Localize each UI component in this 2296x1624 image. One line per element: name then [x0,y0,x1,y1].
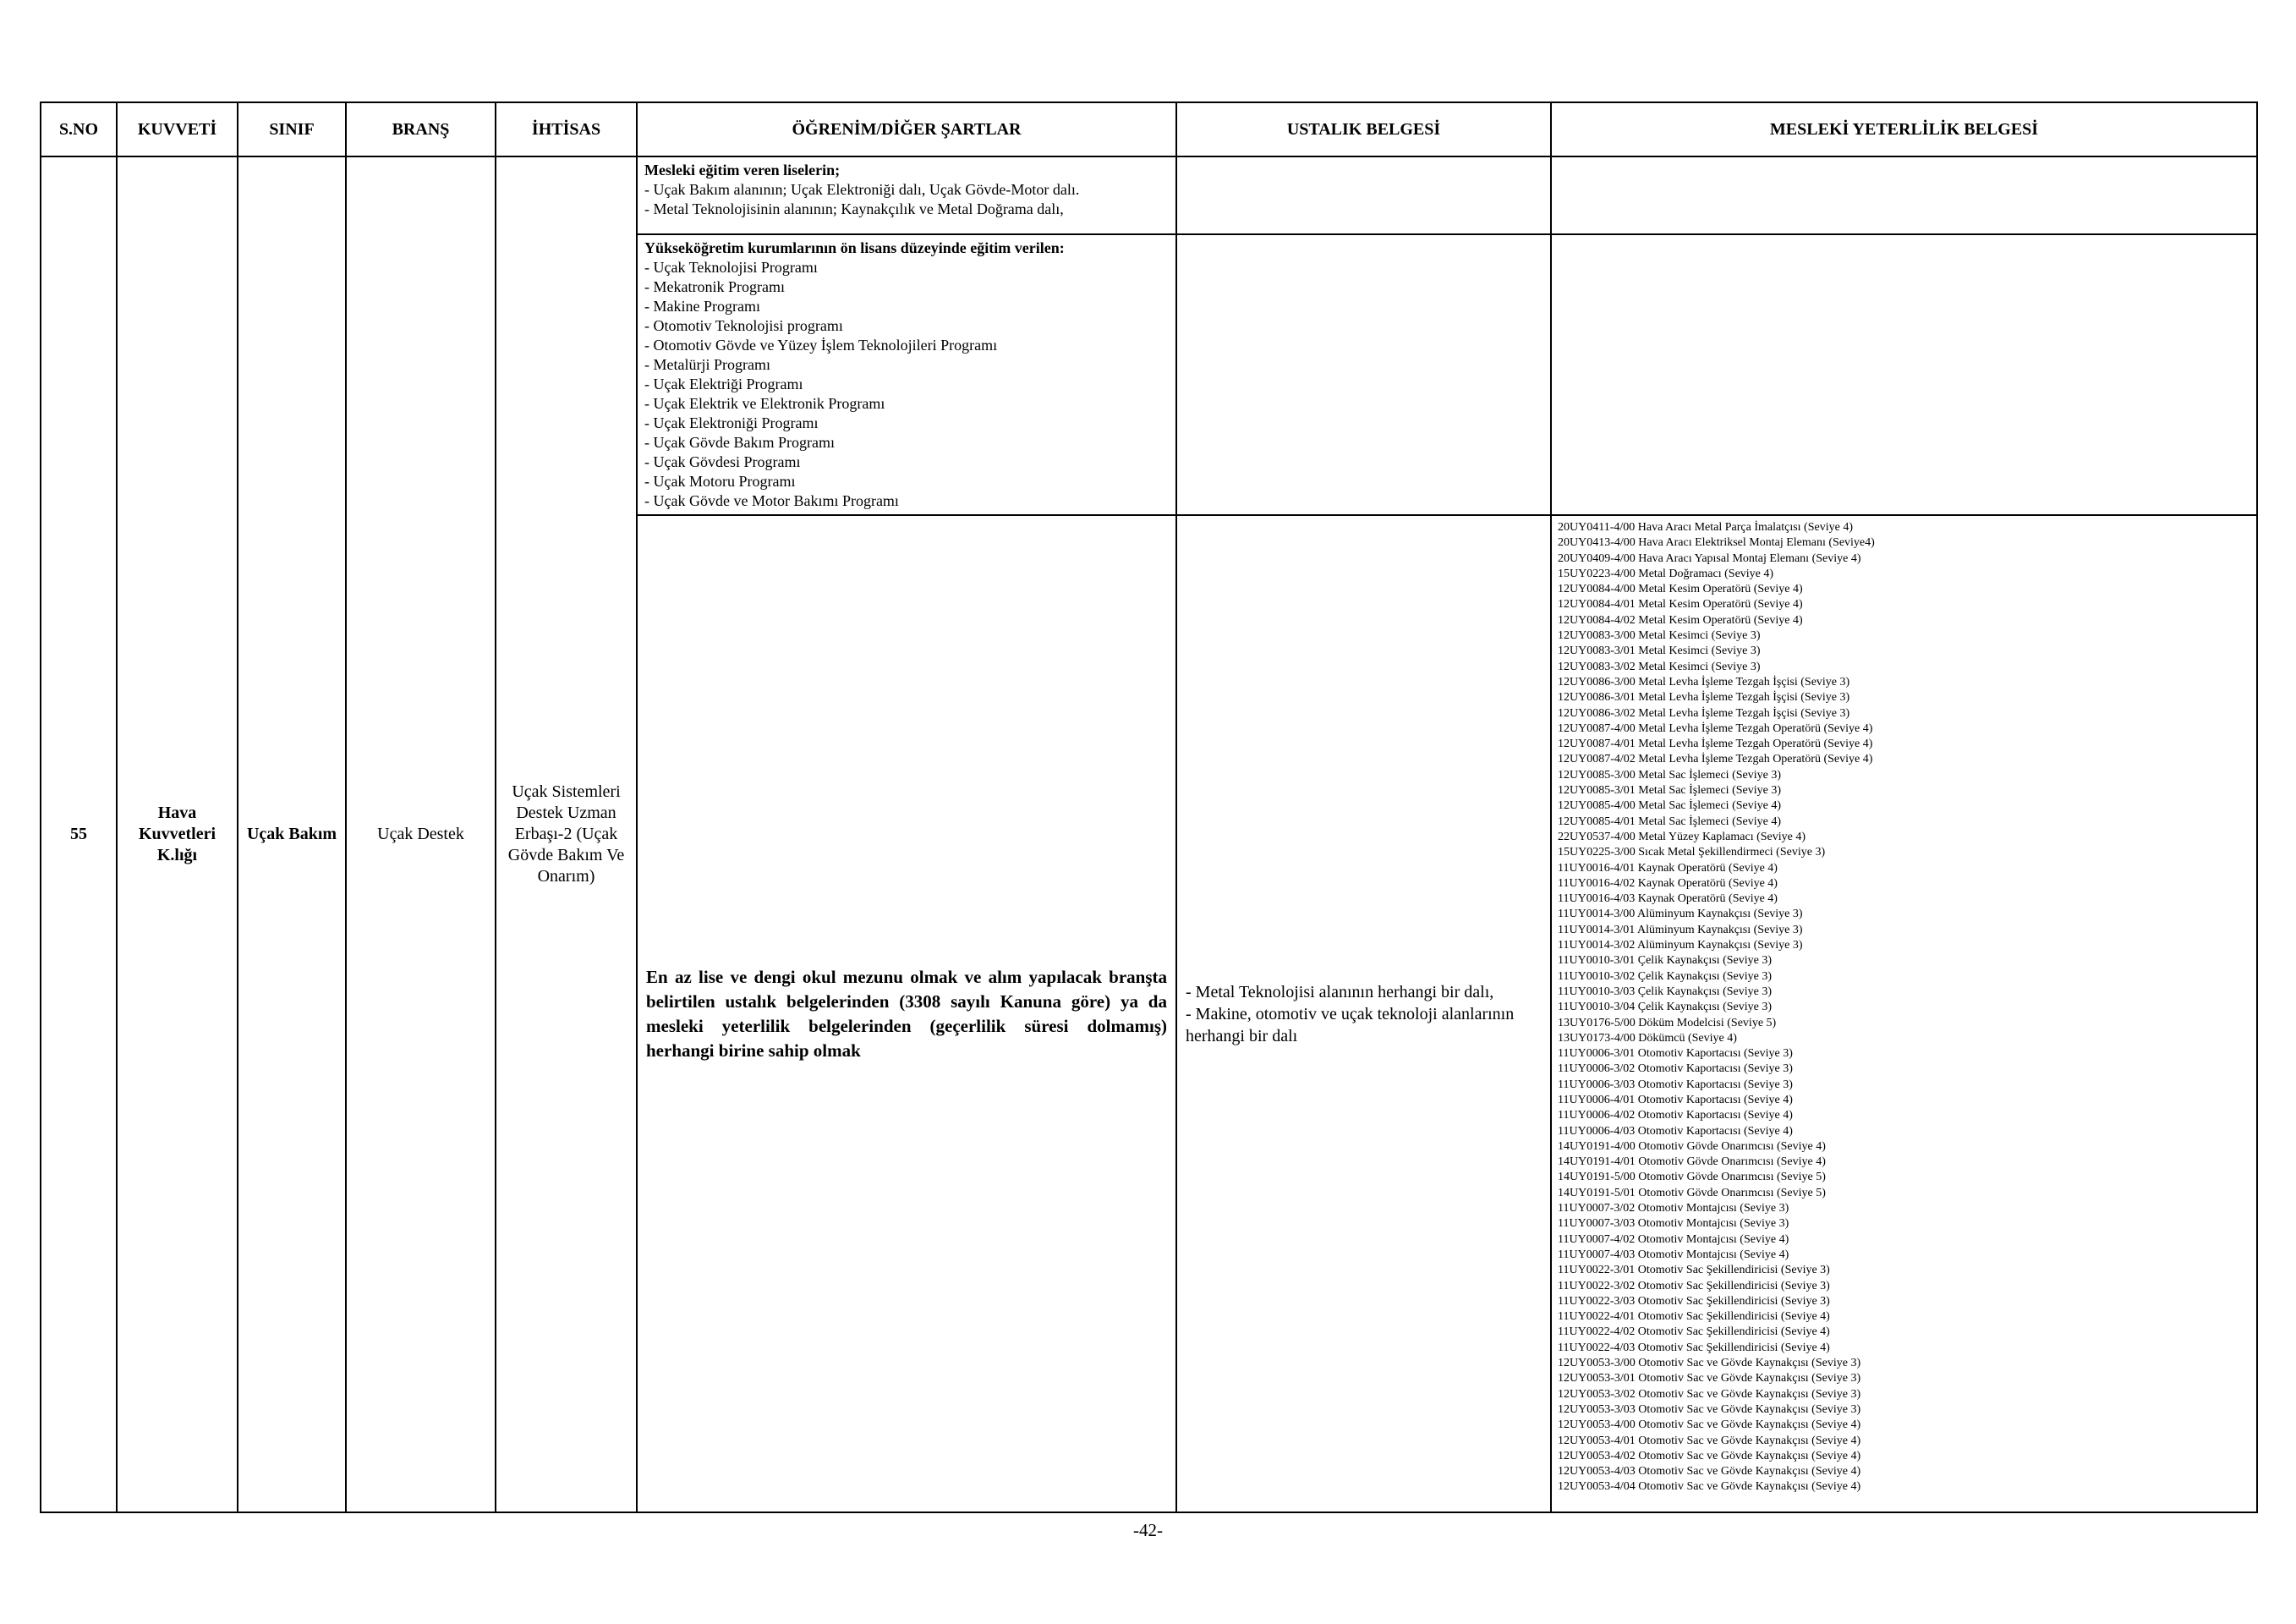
ogrenim-onlisans-list [644,258,1169,511]
ogrenim-onlisans-item: - Uçak Elektroniği Programı [644,414,819,431]
mesleki-cert-item: 11UY0006-3/03 Otomotiv Kaportacısı (Seviye 3) [1558,1078,1793,1091]
mesleki-cert-item: 12UY0087-4/02 Metal Levha İşleme Tezgah Operatörü (Seviye 4) [1558,753,1873,766]
mesleki-cert-item: 11UY0006-4/01 Otomotiv Kaportacısı (Seviye 4) [1558,1093,1793,1106]
cell-ogrenim-sartlar [637,515,1176,1512]
col-header-sno: S.NO [41,102,117,156]
ogrenim-onlisans-item: - Uçak Gövde ve Motor Bakımı Programı [644,492,899,509]
mesleki-cert-item: 12UY0085-3/01 Metal Sac İşlemeci (Seviye 3) [1558,784,1781,798]
mesleki-cert-item: 20UY0411-4/00 Hava Aracı Metal Parça İmalatçısı (Seviye 4) [1558,521,1853,534]
mesleki-cert-item: 12UY0085-4/01 Metal Sac İşlemeci (Seviye 4) [1558,815,1781,828]
ogrenim-onlisans-item: - Uçak Motoru Programı [644,473,796,490]
ogrenim-sartlar-paragraph: En az lise ve dengi okul mezunu olmak ve alım yapılacak branşta belirtilen ustalık belgelerinden (3308 sayılı Kanuna göre) ya da mesleki yeterlilik belgelerinden (geçerlilik süresi dolmamış) herhangi birine sahip olmak [646,966,1167,1061]
ogrenim-onlisans-item: - Metalürji Programı [644,356,770,373]
mesleki-cert-item: 11UY0006-3/02 Otomotiv Kaportacısı (Seviye 3) [1558,1062,1793,1076]
mesleki-cert-item: 15UY0225-3/00 Sıcak Metal Şekillendirmeci (Seviye 3) [1558,846,1826,859]
ogrenim-onlisans-item: - Uçak Gövdesi Programı [644,453,801,470]
mesleki-cert-item: 11UY0007-3/03 Otomotiv Montajcısı (Seviye 3) [1558,1217,1789,1231]
mesleki-cert-item: 15UY0223-4/00 Metal Doğramacı (Seviye 4) [1558,567,1774,580]
mesleki-cert-item: 11UY0010-3/01 Çelik Kaynakçısı (Seviye 3) [1558,954,1772,968]
ustalik-item: - Makine, otomotiv ve uçak teknoloji alanlarının herhangi bir dalı [1186,1004,1515,1045]
mesleki-cert-item: 11UY0007-4/03 Otomotiv Montajcısı (Seviye 4) [1558,1248,1789,1261]
mesleki-cert-item: 12UY0086-3/00 Metal Levha İşleme Tezgah İşçisi (Seviye 3) [1558,675,1850,689]
mesleki-cert-item: 11UY0022-4/01 Otomotiv Sac Şekillendiricisi (Seviye 4) [1558,1310,1830,1324]
ogrenim-liseler-title: Mesleki eğitim veren liselerin; [644,162,841,178]
mesleki-cert-list [1558,520,2250,1495]
ogrenim-onlisans-item: - Makine Programı [644,298,760,315]
mesleki-cert-item: 12UY0053-3/01 Otomotiv Sac ve Gövde Kaynakçısı (Seviye 3) [1558,1372,1861,1385]
mesleki-cert-item: 12UY0086-3/01 Metal Levha İşleme Tezgah İşçisi (Seviye 3) [1558,691,1850,705]
ogrenim-liseler-item: - Uçak Bakım alanının; Uçak Elektroniği dalı, Uçak Gövde-Motor dalı. [644,181,1080,198]
col-header-sinif: SINIF [238,102,346,156]
mesleki-cert-item: 12UY0083-3/02 Metal Kesimci (Seviye 3) [1558,660,1761,673]
cell-ustalik-empty-2 [1176,234,1551,515]
mesleki-cert-item: 12UY0083-3/01 Metal Kesimci (Seviye 3) [1558,645,1761,658]
mesleki-cert-item: 12UY0086-3/02 Metal Levha İşleme Tezgah İşçisi (Seviye 3) [1558,706,1850,720]
mesleki-cert-item: 11UY0022-4/03 Otomotiv Sac Şekillendiricisi (Seviye 4) [1558,1341,1830,1354]
mesleki-cert-item: 11UY0010-3/02 Çelik Kaynakçısı (Seviye 3) [1558,969,1772,983]
mesleki-cert-item: 12UY0053-4/03 Otomotiv Sac ve Gövde Kaynakçısı (Seviye 4) [1558,1465,1861,1479]
cell-mesleki-belgeleri [1551,515,2257,1512]
mesleki-cert-item: 12UY0053-4/02 Otomotiv Sac ve Gövde Kaynakçısı (Seviye 4) [1558,1449,1861,1462]
cell-mesleki-empty-1 [1551,156,2257,234]
mesleki-cert-item: 14UY0191-4/00 Otomotiv Gövde Onarımcısı (Seviye 4) [1558,1139,1826,1153]
mesleki-cert-item: 12UY0053-4/01 Otomotiv Sac ve Gövde Kaynakçısı (Seviye 4) [1558,1434,1861,1447]
col-header-ogrenim: ÖĞRENİM/DİĞER ŞARTLAR [637,102,1176,156]
mesleki-cert-item: 11UY0022-3/03 Otomotiv Sac Şekillendiricisi (Seviye 3) [1558,1294,1830,1308]
cell-ihtisas: Uçak Sistemleri Destek Uzman Erbaşı-2 (Uçak Gövde Bakım Ve Onarım) [496,156,637,1512]
mesleki-cert-item: 11UY0014-3/02 Alüminyum Kaynakçısı (Seviye 3) [1558,939,1803,952]
mesleki-cert-item: 12UY0085-4/00 Metal Sac İşlemeci (Seviye 4) [1558,799,1781,813]
col-header-brans: BRANŞ [346,102,496,156]
mesleki-cert-item: 20UY0409-4/00 Hava Aracı Yapısal Montaj Elemanı (Seviye 4) [1558,551,1861,565]
mesleki-cert-item: 11UY0016-4/03 Kaynak Operatörü (Seviye 4) [1558,892,1778,906]
mesleki-cert-item: 12UY0083-3/00 Metal Kesimci (Seviye 3) [1558,629,1761,643]
mesleki-cert-item: 20UY0413-4/00 Hava Aracı Elektriksel Montaj Elemanı (Seviye4) [1558,536,1875,550]
mesleki-cert-item: 12UY0084-4/01 Metal Kesim Operatörü (Seviye 4) [1558,598,1803,612]
mesleki-cert-item: 12UY0085-3/00 Metal Sac İşlemeci (Seviye 3) [1558,768,1781,782]
mesleki-cert-item: 11UY0016-4/01 Kaynak Operatörü (Seviye 4) [1558,861,1778,875]
cell-ustalik-empty-1 [1176,156,1551,234]
ogrenim-onlisans-item: - Otomotiv Teknolojisi programı [644,317,843,334]
mesleki-cert-item: 11UY0006-4/03 Otomotiv Kaportacısı (Seviye 4) [1558,1124,1793,1138]
ogrenim-onlisans-item: - Uçak Teknolojisi Programı [644,259,818,276]
mesleki-cert-item: 11UY0022-3/02 Otomotiv Sac Şekillendiricisi (Seviye 3) [1558,1279,1830,1292]
mesleki-cert-item: 12UY0053-4/00 Otomotiv Sac ve Gövde Kaynakçısı (Seviye 4) [1558,1418,1861,1432]
cell-mesleki-empty-2 [1551,234,2257,515]
mesleki-cert-item: 13UY0176-5/00 Döküm Modelcisi (Seviye 5) [1558,1016,1777,1029]
ogrenim-onlisans-item: - Mekatronik Programı [644,278,785,295]
mesleki-cert-item: 14UY0191-5/01 Otomotiv Gövde Onarımcısı (Seviye 5) [1558,1186,1826,1199]
mesleki-cert-item: 11UY0007-3/02 Otomotiv Montajcısı (Seviye 3) [1558,1202,1789,1215]
col-header-ustalik: USTALIK BELGESİ [1176,102,1551,156]
mesleki-cert-item: 11UY0022-3/01 Otomotiv Sac Şekillendiricisi (Seviye 3) [1558,1264,1830,1277]
mesleki-cert-item: 11UY0010-3/04 Çelik Kaynakçısı (Seviye 3) [1558,1001,1772,1014]
ogrenim-liseler-item: - Metal Teknolojisinin alanının; Kaynakçılık ve Metal Doğrama dalı, [644,200,1064,217]
mesleki-cert-item: 12UY0053-4/04 Otomotiv Sac ve Gövde Kaynakçısı (Seviye 4) [1558,1480,1861,1494]
mesleki-cert-item: 11UY0014-3/01 Alüminyum Kaynakçısı (Seviye 3) [1558,923,1803,936]
cell-sno: 55 [41,156,117,1512]
recruitment-table [40,102,2258,1513]
ogrenim-onlisans-title: Yükseköğretim kurumlarının ön lisans düzeyinde eğitim verilen: [644,239,1065,256]
mesleki-cert-item: 14UY0191-4/01 Otomotiv Gövde Onarımcısı (Seviye 4) [1558,1155,1826,1169]
ogrenim-onlisans-item: - Uçak Elektrik ve Elektronik Programı [644,395,885,412]
mesleki-cert-item: 12UY0053-3/03 Otomotiv Sac ve Gövde Kaynakçısı (Seviye 3) [1558,1402,1861,1416]
mesleki-cert-item: 11UY0007-4/02 Otomotiv Montajcısı (Seviye 4) [1558,1232,1789,1246]
mesleki-cert-item: 11UY0014-3/00 Alüminyum Kaynakçısı (Seviye 3) [1558,908,1803,921]
col-header-kuvveti: KUVVETİ [117,102,238,156]
ustalik-list [1186,981,1542,1047]
mesleki-cert-item: 12UY0084-4/02 Metal Kesim Operatörü (Seviye 4) [1558,613,1803,627]
ogrenim-liseler-list [644,180,1169,219]
ustalik-item: - Metal Teknolojisi alanının herhangi bir dalı, [1186,982,1494,1001]
mesleki-cert-item: 11UY0006-4/02 Otomotiv Kaportacısı (Seviye 4) [1558,1109,1793,1122]
mesleki-cert-item: 13UY0173-4/00 Dökümcü (Seviye 4) [1558,1031,1737,1045]
mesleki-cert-item: 12UY0084-4/00 Metal Kesim Operatörü (Seviye 4) [1558,583,1803,596]
col-header-ihtisas: İHTİSAS [496,102,637,156]
ogrenim-onlisans-item: - Otomotiv Gövde ve Yüzey İşlem Teknolojileri Programı [644,337,998,354]
ogrenim-onlisans-item: - Uçak Gövde Bakım Programı [644,434,835,451]
mesleki-cert-item: 12UY0053-3/02 Otomotiv Sac ve Gövde Kaynakçısı (Seviye 3) [1558,1387,1861,1401]
cell-sinif: Uçak Bakım [238,156,346,1512]
table-header-row [41,102,2257,156]
col-header-mesleki: MESLEKİ YETERLİLİK BELGESİ [1551,102,2257,156]
mesleki-cert-item: 22UY0537-4/00 Metal Yüzey Kaplamacı (Seviye 4) [1558,830,1806,843]
page-number: -42- [1133,1520,1163,1540]
mesleki-cert-item: 14UY0191-5/00 Otomotiv Gövde Onarımcısı (Seviye 5) [1558,1171,1826,1184]
table-row-sub1 [41,156,2257,234]
mesleki-cert-item: 11UY0022-4/02 Otomotiv Sac Şekillendiricisi (Seviye 4) [1558,1325,1830,1339]
ogrenim-onlisans-item: - Uçak Elektriği Programı [644,376,803,392]
mesleki-cert-item: 11UY0010-3/03 Çelik Kaynakçısı (Seviye 3) [1558,985,1772,998]
cell-kuvveti: Hava Kuvvetleri K.lığı [117,156,238,1512]
mesleki-cert-item: 11UY0006-3/01 Otomotiv Kaportacısı (Seviye 3) [1558,1047,1793,1061]
cell-ogrenim-onlisans [637,234,1176,515]
mesleki-cert-item: 12UY0087-4/01 Metal Levha İşleme Tezgah Operatörü (Seviye 4) [1558,738,1873,751]
cell-ustalik-belgeleri [1176,515,1551,1512]
cell-ogrenim-liseler [637,156,1176,234]
mesleki-cert-item: 12UY0087-4/00 Metal Levha İşleme Tezgah Operatörü (Seviye 4) [1558,721,1873,735]
cell-brans: Uçak Destek [346,156,496,1512]
mesleki-cert-item: 11UY0016-4/02 Kaynak Operatörü (Seviye 4) [1558,876,1778,890]
mesleki-cert-item: 12UY0053-3/00 Otomotiv Sac ve Gövde Kaynakçısı (Seviye 3) [1558,1357,1861,1370]
